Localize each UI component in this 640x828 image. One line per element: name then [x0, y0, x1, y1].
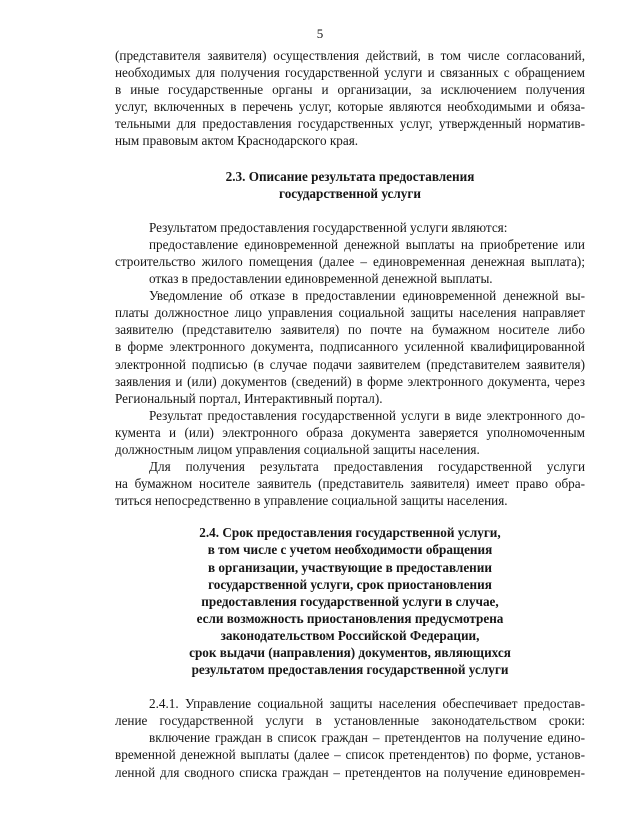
text-line: титься непосредственно в управление социальной защиты населения.: [115, 493, 508, 509]
heading-line: в том числе с учетом необходимости обращения: [207, 542, 493, 558]
text-line: в форме электронного документа, подписанного усиленной квалифицированной: [115, 339, 585, 355]
section-2-4-body: [115, 695, 585, 780]
text-line: включение граждан в список граждан – претендентов на получение едино-: [149, 730, 585, 746]
text-line: Для получения результата предоставления государственной услуги: [149, 459, 585, 475]
text-line: Региональный портал, Интерактивный портал).: [115, 390, 383, 406]
text-line: 2.4.1. Управление социальной защиты населения обеспечивает предостав-: [149, 696, 585, 712]
text-line: Результат предоставления государственной услуги в виде электронного до-: [149, 407, 585, 423]
heading-line: срок выдачи (направления) документов, являющихся: [189, 645, 511, 660]
text-line: платы должностное лицо управления социальной защиты населения направляет: [115, 305, 585, 321]
heading-line: 2.4. Срок предоставления государственной услуги,: [199, 525, 501, 541]
section-heading-2-4: [115, 524, 585, 678]
text-line: предоставление единовременной денежной выплаты на приобретение или: [149, 236, 585, 252]
text-line: кумента и (или) электронного образа документа заверяется уполномоченным: [115, 424, 585, 440]
text-line: Результатом предоставления государственной услуги являются:: [149, 219, 508, 235]
paragraph-continuation: [115, 47, 585, 150]
text-line: заявителю (представителю заявителя) по почте на бумажном носителе либо: [115, 322, 585, 338]
heading-line: предоставления государственной услуги в случае,: [201, 593, 499, 609]
text-line: ленной для сводного списка граждан – претендентов на получение единовремен-: [115, 764, 585, 780]
heading-line: если возможность приостановления предусмотрена: [196, 610, 504, 626]
text-line: Уведомление об отказе в предоставлении единовременной денежной вы-: [149, 288, 585, 304]
text-line: временной денежной выплаты (далее – список претендентов) по форме, установ-: [115, 747, 585, 763]
text-line: строительство жилого помещения (далее – единовременная денежная выплата);: [115, 253, 585, 269]
text-line: заявления и (или) документов (сведений) в форме электронного документа, через: [115, 373, 585, 389]
section-heading-2-3: [115, 168, 585, 202]
heading-line: 2.3. Описание результата предоставления: [225, 168, 475, 184]
text-line: в иные государственные органы и организации, за исключением получения: [115, 82, 585, 98]
text-line: (представителя заявителя) осуществления действий, в том числе согласований,: [115, 48, 585, 63]
text-line: отказ в предоставлении единовременной денежной выплаты.: [149, 271, 493, 287]
heading-line: государственной услуги, срок приостановления: [208, 576, 492, 592]
text-line: должностным лицом управления социальной защиты населения.: [115, 441, 480, 457]
text-line: ление государственной услуги в установленные законодательством сроки:: [115, 713, 585, 729]
section-2-3-body: [115, 219, 585, 510]
text-line: услуг, включенных в перечень услуг, которые являются необходимыми и обяза-: [115, 99, 585, 115]
text-line: тельными для предоставления государственных услуг, утвержденный норматив-: [115, 116, 585, 132]
heading-line: государственной услуги: [279, 185, 421, 201]
text-line: электронной подписью (в случае подачи заявителем (представителем заявителя): [115, 356, 585, 372]
heading-line: в организации, участвующие в предоставлении: [208, 559, 492, 575]
text-line: необходимых для получения государственной услуги и связанных с обращением: [115, 65, 585, 81]
text-line: на бумажном носителе заявитель (представитель заявителя) имеет право обра-: [115, 476, 585, 492]
page-content: [115, 47, 585, 781]
heading-line: законодательством Российской Федерации,: [220, 627, 480, 643]
text-line: ным правовым актом Краснодарского края.: [115, 133, 359, 149]
heading-line: результатом предоставления государственной услуги: [191, 662, 509, 678]
page-number: 5: [316, 26, 324, 41]
